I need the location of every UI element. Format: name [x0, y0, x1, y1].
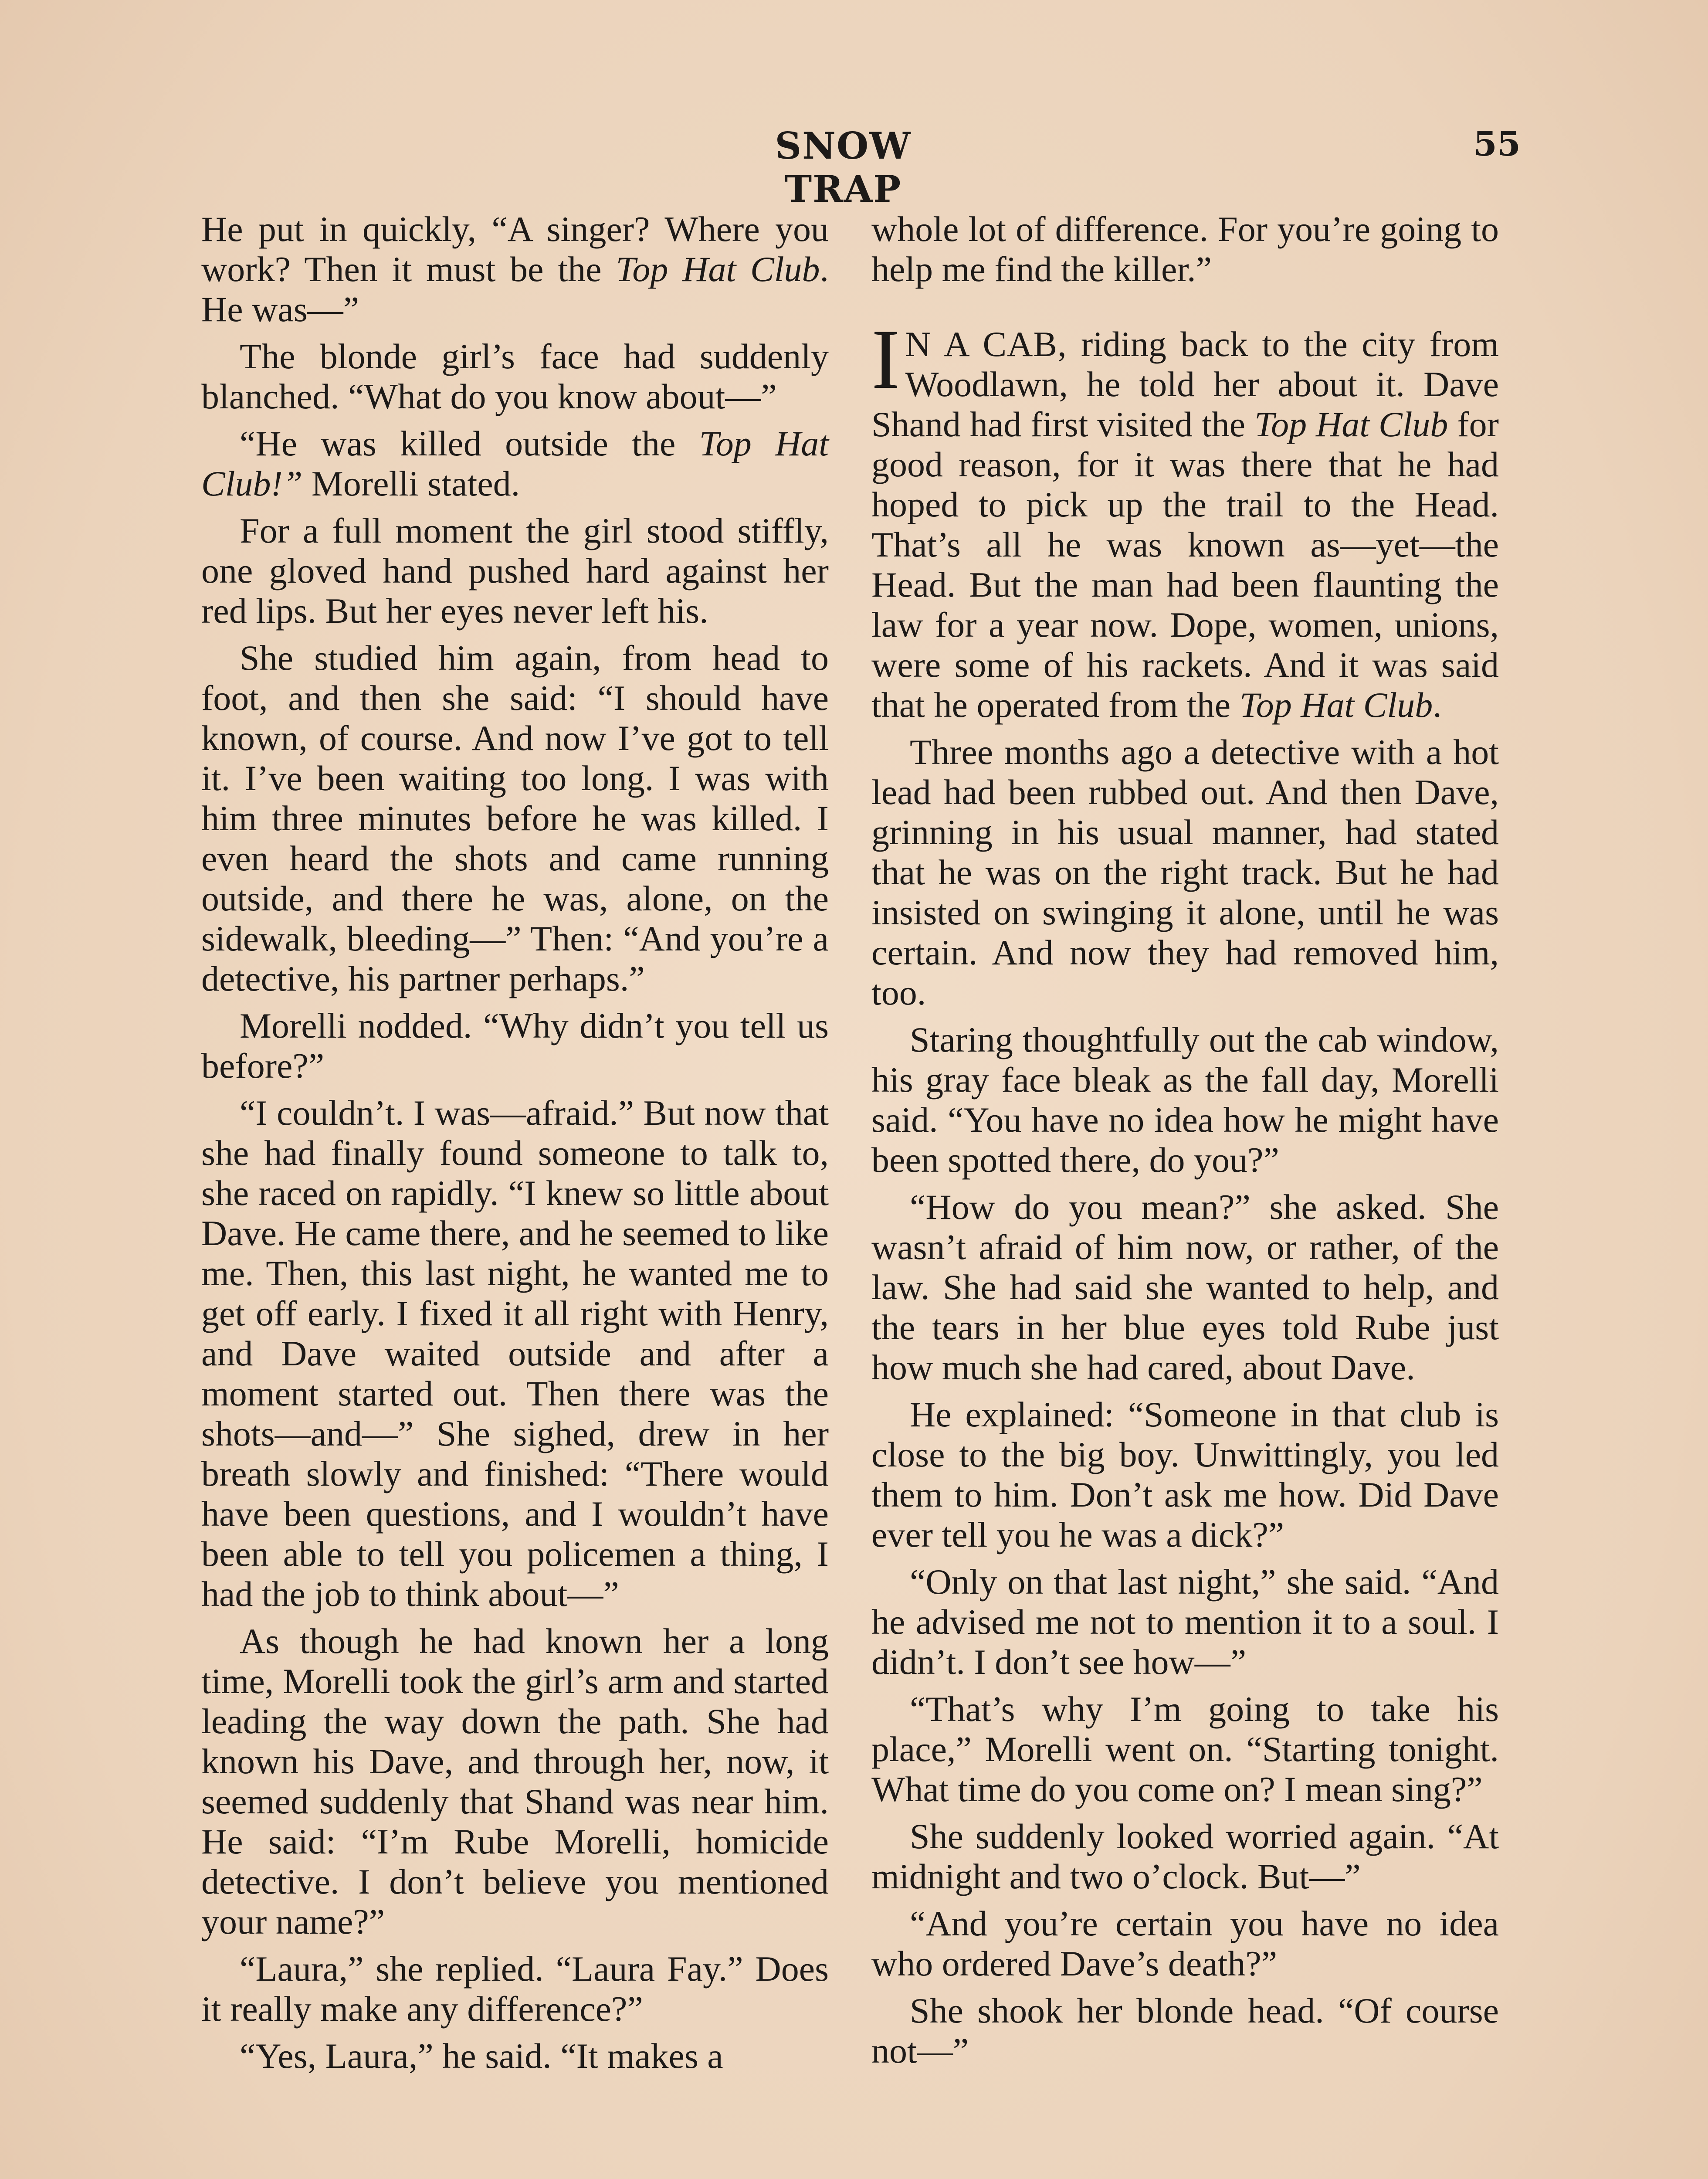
text-run: Staring thoughtfully out the cab window, his gray face bleak as the fall day, Morelli said. “You have no idea how he might have been spotted there, do you?” — [871, 1020, 1499, 1180]
left-text-column — [201, 209, 829, 2083]
text-run: . He was—” — [201, 249, 829, 329]
text-run: riding back to the city from Woodlawn, he told her about it. Dave Shand had first visited the — [871, 324, 1499, 444]
paragraph — [201, 209, 829, 329]
text-run: Morelli stated. — [302, 464, 520, 503]
paragraph — [201, 638, 829, 999]
page-number: 55 — [1473, 124, 1521, 164]
text-run: “He was killed outside the — [240, 424, 699, 463]
text-run: “Yes, Laura,” he said. “It makes a — [240, 2036, 723, 2076]
italic-title: Top Hat Club — [1254, 404, 1448, 444]
paragraph — [201, 424, 829, 504]
right-text-column — [871, 209, 1499, 2078]
paragraph — [871, 312, 1499, 725]
paragraph — [201, 2036, 829, 2076]
text-run: for good reason, for it was there that he had hoped to pick up the trail to the Head. That’s all he was known as—yet—the Head. But the man had been flaunting the law for a year now. Dope, women, unions, were some of his rackets. And it was said that he operated from the — [871, 404, 1499, 725]
text-run: Three months ago a detective with a hot lead had been rubbed out. And then Dave, grinning in his usual manner, had stated that he was on the right track. But he had insisted on swinging it alone, until he was certain. And now they had removed him, too. — [871, 732, 1499, 1012]
paragraph — [201, 1006, 829, 1086]
paragraph — [871, 1562, 1499, 1682]
text-run: She suddenly looked worried again. “At midnight and two o’clock. But—” — [871, 1816, 1499, 1896]
paragraph — [871, 1904, 1499, 1984]
drop-cap: I — [871, 312, 900, 407]
paragraph — [871, 1395, 1499, 1555]
text-run: He put in quickly, “A singer? Where you work? Then it must be the — [201, 209, 829, 289]
text-run: For a full moment the girl stood stiffly, one gloved hand pushed hard against her red lips. But her eyes never left his. — [201, 511, 829, 631]
italic-title: Top Hat Club — [616, 249, 820, 289]
paragraph — [201, 1949, 829, 2029]
paragraph — [201, 1621, 829, 1942]
text-run: “That’s why I’m going to take his place,” Morelli went on. “Starting tonight. What time do you come on? I mean sing?” — [871, 1689, 1499, 1809]
text-run: He explained: “Someone in that club is close to the big boy. Unwittingly, you led them to him. Don’t ask me how. Did Dave ever tell you he was a dick?” — [871, 1395, 1499, 1554]
paragraph — [871, 209, 1499, 289]
text-run: She studied him again, from head to foot, and then she said: “I should have known, of course. And now I’ve got to tell it. I’ve been waiting too long. I was with him three minutes before he was killed. I even heard the shots and came running outside, and there he was, alone, on the sidewalk, bleeding—” Then: “And you’re a detective, his partner perhaps.” — [201, 638, 829, 998]
paragraph — [871, 1187, 1499, 1388]
text-run: “I couldn’t. I was—afraid.” But now that she had finally found someone to talk to, she raced on rapidly. “I knew so little about Dave. He came there, and he seemed to like me. Then, this last night, he wanted me to get off early. I fixed it all right with Henry, and Dave waited outside and after a moment started out. Then there was the shots—and—” She sighed, drew in her breath slowly and finished: “There would have been questions, and I wouldn’t have been able to tell you policemen a thing, I had the job to think about—” — [201, 1093, 829, 1614]
running-head: SNOW TRAP — [775, 124, 912, 210]
italic-title: Top Hat Club!” — [201, 424, 829, 503]
paragraph — [871, 1020, 1499, 1180]
paragraph — [201, 1093, 829, 1614]
paragraph — [871, 1816, 1499, 1897]
text-run: “Only on that last night,” she said. “And he advised me not to mention it to a soul. I didn’t. I don’t see how—” — [871, 1562, 1499, 1682]
text-run: The blonde girl’s face had suddenly blanched. “What do you know about—” — [201, 336, 829, 416]
text-run: Morelli nodded. “Why didn’t you tell us before?” — [201, 1006, 829, 1086]
text-run: As though he had known her a long time, Morelli took the girl’s arm and started leading the way down the path. She had known his Dave, and through her, now, it seemed suddenly that Shand was near him. He said: “I’m Rube Morelli, homicide detective. I don’t believe you mentioned your name?” — [201, 1621, 829, 1941]
text-run: . — [1433, 685, 1442, 725]
paragraph — [871, 1689, 1499, 1809]
paragraph — [871, 732, 1499, 1013]
text-run: whole lot of difference. For you’re going to help me find the killer.” — [871, 209, 1499, 289]
paragraph — [871, 1991, 1499, 2071]
italic-title: Top Hat Club — [1239, 685, 1433, 725]
text-run: She shook her blonde head. “Of course not—” — [871, 1991, 1499, 2070]
page-header — [0, 124, 1708, 210]
paragraph — [201, 336, 829, 417]
text-run: “Laura,” she replied. “Laura Fay.” Does it really make any difference?” — [201, 1949, 829, 2029]
paragraph — [201, 511, 829, 631]
text-run: “And you’re certain you have no idea who ordered Dave’s death?” — [871, 1904, 1499, 1983]
lead-in-words: N A CAB, — [905, 324, 1067, 364]
text-run: “How do you mean?” she asked. She wasn’t afraid of him now, or rather, of the law. She had said she wanted to help, and the tears in her blue eyes told Rube just how much she had cared, about Dave. — [871, 1187, 1499, 1387]
